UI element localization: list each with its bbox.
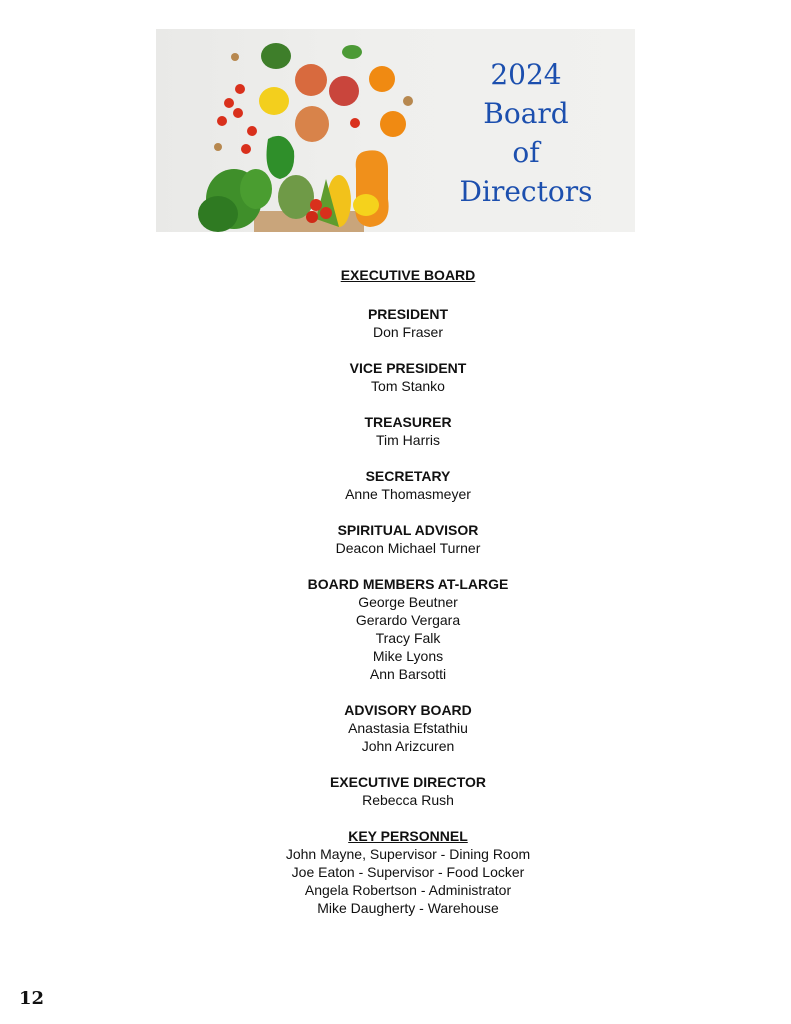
key-personnel-heading: KEY PERSONNEL — [348, 828, 468, 844]
person-name: Angela Robertson - Administrator — [304, 882, 512, 898]
person-name: Mike Lyons — [372, 648, 444, 664]
banner-title-line: of — [512, 136, 540, 169]
section-president — [0, 305, 791, 341]
role-title: PRESIDENT — [367, 306, 449, 322]
person-name: Anastasia Efstathiu — [348, 720, 468, 736]
section-board-members-at-large — [0, 575, 791, 683]
role-title: TREASURER — [364, 414, 452, 430]
role-title: SPIRITUAL ADVISOR — [337, 522, 479, 538]
section-advisory-board — [0, 701, 791, 755]
role-title: VICE PRESIDENT — [349, 360, 467, 376]
section-vice-president — [0, 359, 791, 395]
section-secretary — [0, 467, 791, 503]
person-name: Tim Harris — [375, 432, 441, 448]
person-name: George Beutner — [358, 594, 458, 610]
person-name: Rebecca Rush — [362, 792, 454, 808]
board-listing — [0, 266, 791, 935]
section-treasurer — [0, 413, 791, 449]
person-name: Ann Barsotti — [369, 666, 447, 682]
role-title: EXECUTIVE DIRECTOR — [329, 774, 487, 790]
banner-title — [456, 55, 596, 211]
person-name: Anne Thomasmeyer — [345, 486, 471, 502]
person-name: Tom Stanko — [371, 378, 445, 394]
section-key-personnel — [0, 827, 791, 917]
header-banner — [156, 29, 635, 232]
person-name: Gerardo Vergara — [355, 612, 461, 628]
executive-board-heading: EXECUTIVE BOARD — [340, 267, 476, 283]
banner-title-line: Board — [483, 97, 569, 130]
person-name: Don Fraser — [372, 324, 444, 340]
person-name: Deacon Michael Turner — [335, 540, 481, 556]
person-name: Tracy Falk — [375, 630, 441, 646]
person-name: John Arizcuren — [361, 738, 455, 754]
person-name: John Mayne, Supervisor - Dining Room — [285, 846, 531, 862]
person-name: Joe Eaton - Supervisor - Food Locker — [291, 864, 525, 880]
role-title: ADVISORY BOARD — [344, 702, 472, 718]
banner-title-line: 2024 — [490, 58, 562, 91]
role-title: BOARD MEMBERS AT-LARGE — [307, 576, 509, 592]
page-number: 12 — [19, 988, 45, 1009]
section-spiritual-advisor — [0, 521, 791, 557]
role-title: SECRETARY — [365, 468, 451, 484]
person-name: Mike Daugherty - Warehouse — [317, 900, 499, 916]
section-executive-director — [0, 773, 791, 809]
banner-title-line: Directors — [459, 175, 593, 208]
